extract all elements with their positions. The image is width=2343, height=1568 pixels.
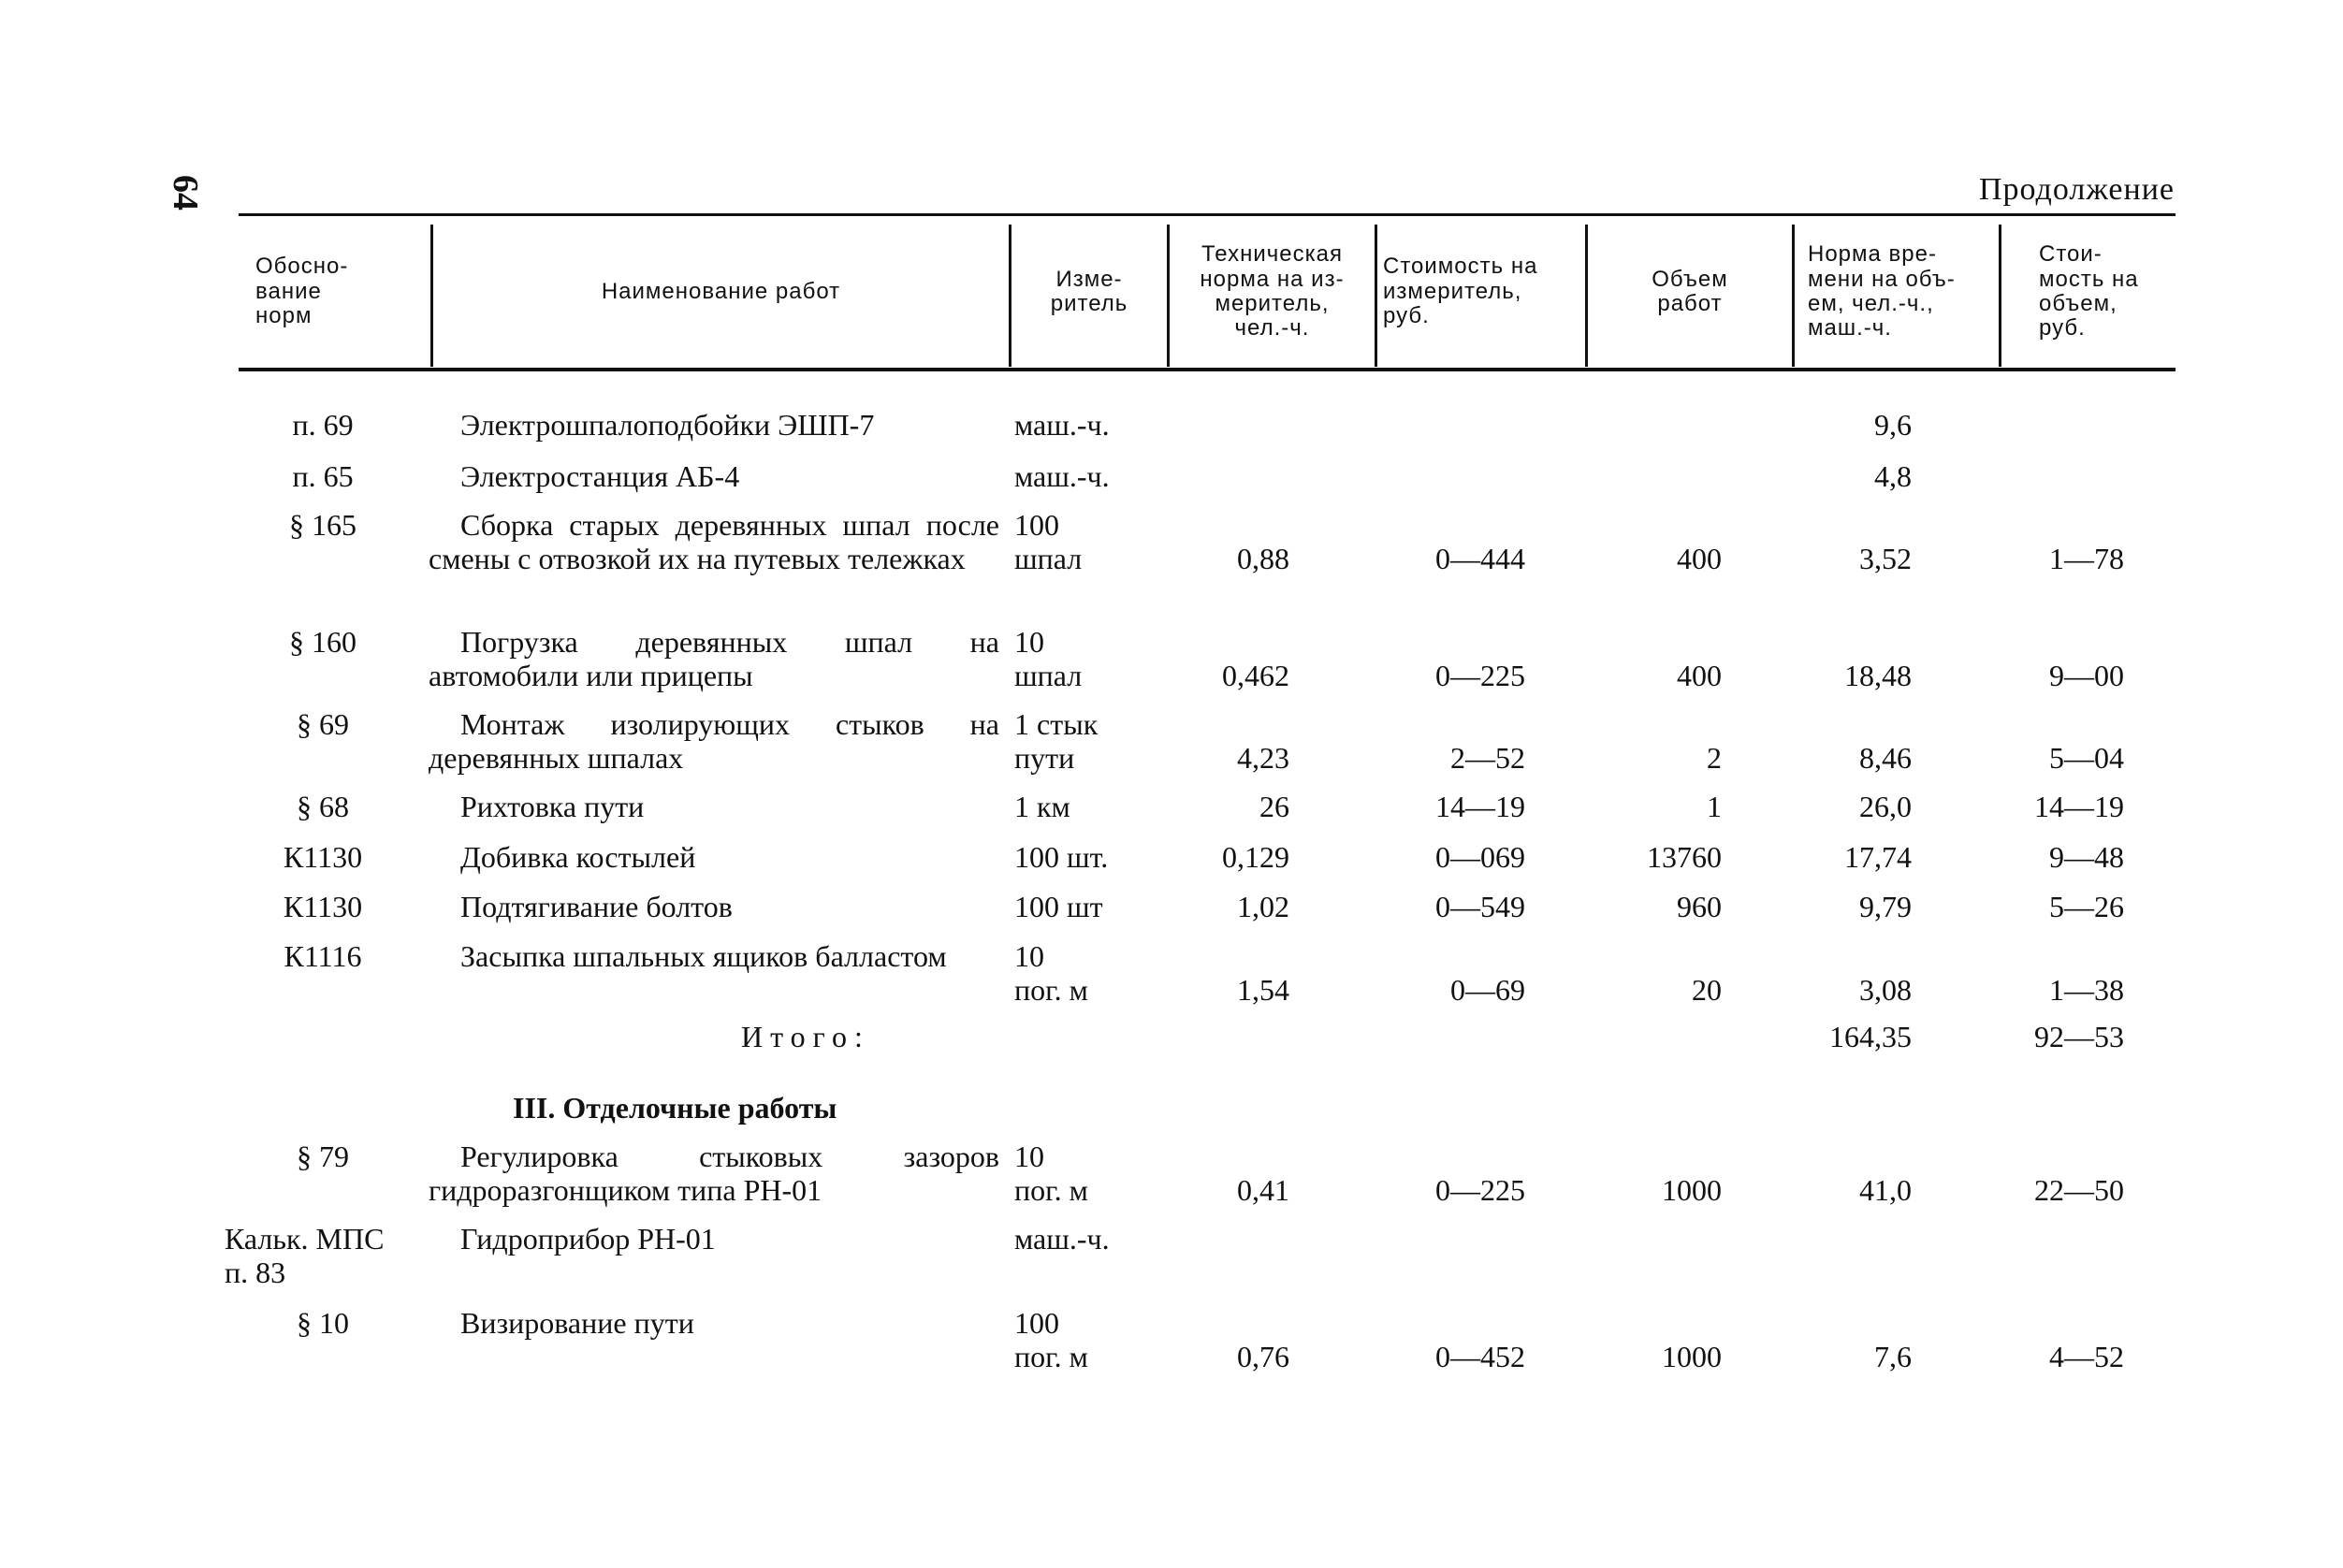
row-total: 5—26 [2049, 890, 2124, 923]
row-cost: 0—225 [1435, 1173, 1525, 1207]
row-volume: 400 [1677, 542, 1722, 575]
row-code: п. 65 [292, 459, 354, 493]
row-code: К1116 [284, 939, 362, 973]
row-tech: 1,54 [1237, 973, 1289, 1007]
row-time: 17,74 [1844, 840, 1912, 874]
row-total: 1—78 [2049, 542, 2124, 575]
row-name: Засыпка шпальных ящиков балластом [460, 939, 947, 973]
row-tech: 1,02 [1237, 890, 1289, 923]
row-total: 9—48 [2049, 840, 2124, 874]
row-cost: 2—52 [1450, 741, 1525, 775]
row-tech: 0,76 [1237, 1340, 1289, 1373]
row-cost: 0—444 [1435, 542, 1525, 575]
row-volume: 400 [1677, 659, 1722, 692]
row-volume: 960 [1677, 890, 1722, 923]
row-tech: 4,23 [1237, 741, 1289, 775]
row-time: 9,79 [1859, 890, 1912, 923]
row-time: 26,0 [1859, 790, 1912, 823]
row-time: 41,0 [1859, 1173, 1912, 1207]
row-unit: 10 шпал [1014, 625, 1083, 692]
row-unit: 1 стык пути [1014, 707, 1099, 775]
row-total: 1—38 [2049, 973, 2124, 1007]
row-code: Кальк. МПС п. 83 [225, 1222, 385, 1289]
row-name: Монтаж изолирующих стыков на деревянных шпалах [429, 707, 999, 775]
row-time: 18,48 [1844, 659, 1912, 692]
row-volume: 13760 [1647, 840, 1722, 874]
row-cost: 0—549 [1435, 890, 1525, 923]
row-tech: 0,41 [1237, 1173, 1289, 1207]
row-unit: маш.-ч. [1014, 459, 1110, 493]
row-volume: 2 [1707, 741, 1722, 775]
row-cost: 0—069 [1435, 840, 1525, 874]
row-total: 22—50 [2034, 1173, 2124, 1207]
row-total: 14—19 [2034, 790, 2124, 823]
row-code: § 68 [297, 790, 349, 823]
row-code: К1130 [283, 890, 363, 923]
section-heading: III. Отделочные работы [513, 1091, 837, 1125]
col-header-name: Наименование работ [601, 278, 841, 304]
row-tech: 0,462 [1222, 659, 1289, 692]
row-unit: 10 пог. м [1014, 939, 1088, 1007]
row-name: Электростанция АБ-4 [460, 459, 740, 493]
row-tech: 0,88 [1237, 542, 1289, 575]
row-name: Рихтовка пути [460, 790, 645, 823]
itogo-label: Итого: [741, 1020, 870, 1053]
col-header-basis: Обосно- вание норм [255, 254, 349, 329]
row-code: § 79 [297, 1140, 349, 1173]
col-header-time-norm: Норма вре- мени на объ- ем, чел.-ч., маш.-ч. [1808, 241, 1956, 341]
row-unit: 100 пог. м [1014, 1306, 1088, 1373]
row-name: Гидроприбор РН-01 [460, 1222, 716, 1256]
row-code: § 10 [297, 1306, 349, 1340]
col-header-volume: Объем работ [1652, 266, 1728, 316]
row-unit: маш.-ч. [1014, 408, 1110, 442]
row-volume: 1000 [1662, 1173, 1722, 1207]
row-unit: 1 км [1014, 790, 1070, 823]
row-name: Сборка старых деревянных шпал после смены с отвозкой их на путевых тележках [429, 508, 999, 575]
row-total: 5—04 [2049, 741, 2124, 775]
row-time: 3,52 [1859, 542, 1912, 575]
row-tech: 0,129 [1222, 840, 1289, 874]
row-volume: 1000 [1662, 1340, 1722, 1373]
row-volume: 1 [1707, 790, 1722, 823]
row-name: Добивка костылей [460, 840, 696, 874]
row-volume: 20 [1692, 973, 1722, 1007]
row-name: Электрошпалоподбойки ЭШП-7 [460, 408, 875, 442]
row-unit: 100 шт [1014, 890, 1103, 923]
row-time: 9,6 [1874, 408, 1912, 442]
row-time: 4,8 [1874, 459, 1912, 493]
row-cost: 14—19 [1435, 790, 1525, 823]
itogo-time: 164,35 [1829, 1020, 1912, 1053]
continuation-label: Продолжение [1978, 172, 2175, 207]
col-header-tech-norm: Техническая норма на из- меритель, чел.-ч. [1200, 241, 1345, 341]
row-time: 8,46 [1859, 741, 1912, 775]
row-cost: 0—225 [1435, 659, 1525, 692]
row-unit: 10 пог. м [1014, 1140, 1088, 1207]
row-code: § 160 [289, 625, 357, 659]
col-header-unit: Изме- ритель [1050, 266, 1128, 316]
row-name: Регулировка стыковых зазоров гидроразгонщиком типа РН-01 [429, 1140, 999, 1207]
row-cost: 0—452 [1435, 1340, 1525, 1373]
row-time: 3,08 [1859, 973, 1912, 1007]
row-total: 9—00 [2049, 659, 2124, 692]
row-code: § 69 [297, 707, 349, 741]
row-code: § 165 [289, 508, 357, 542]
row-time: 7,6 [1874, 1340, 1912, 1373]
row-name: Визирование пути [460, 1306, 694, 1340]
itogo-total: 92—53 [2034, 1020, 2124, 1053]
row-name: Подтягивание болтов [460, 890, 733, 923]
row-unit: маш.-ч. [1014, 1222, 1110, 1256]
col-header-cost-per-unit: Стоимость на измеритель, руб. [1383, 254, 1538, 329]
row-name: Погрузка деревянных шпал на автомобили или прицепы [429, 625, 999, 692]
row-code: К1130 [283, 840, 363, 874]
row-code: п. 69 [292, 408, 354, 442]
row-unit: 100 шпал [1014, 508, 1083, 575]
row-total: 4—52 [2049, 1340, 2124, 1373]
page-number: 64 [166, 175, 205, 211]
col-header-total-cost: Стои- мость на объем, руб. [2039, 241, 2139, 341]
row-unit: 100 шт. [1014, 840, 1109, 874]
row-cost: 0—69 [1450, 973, 1525, 1007]
row-tech: 26 [1259, 790, 1289, 823]
